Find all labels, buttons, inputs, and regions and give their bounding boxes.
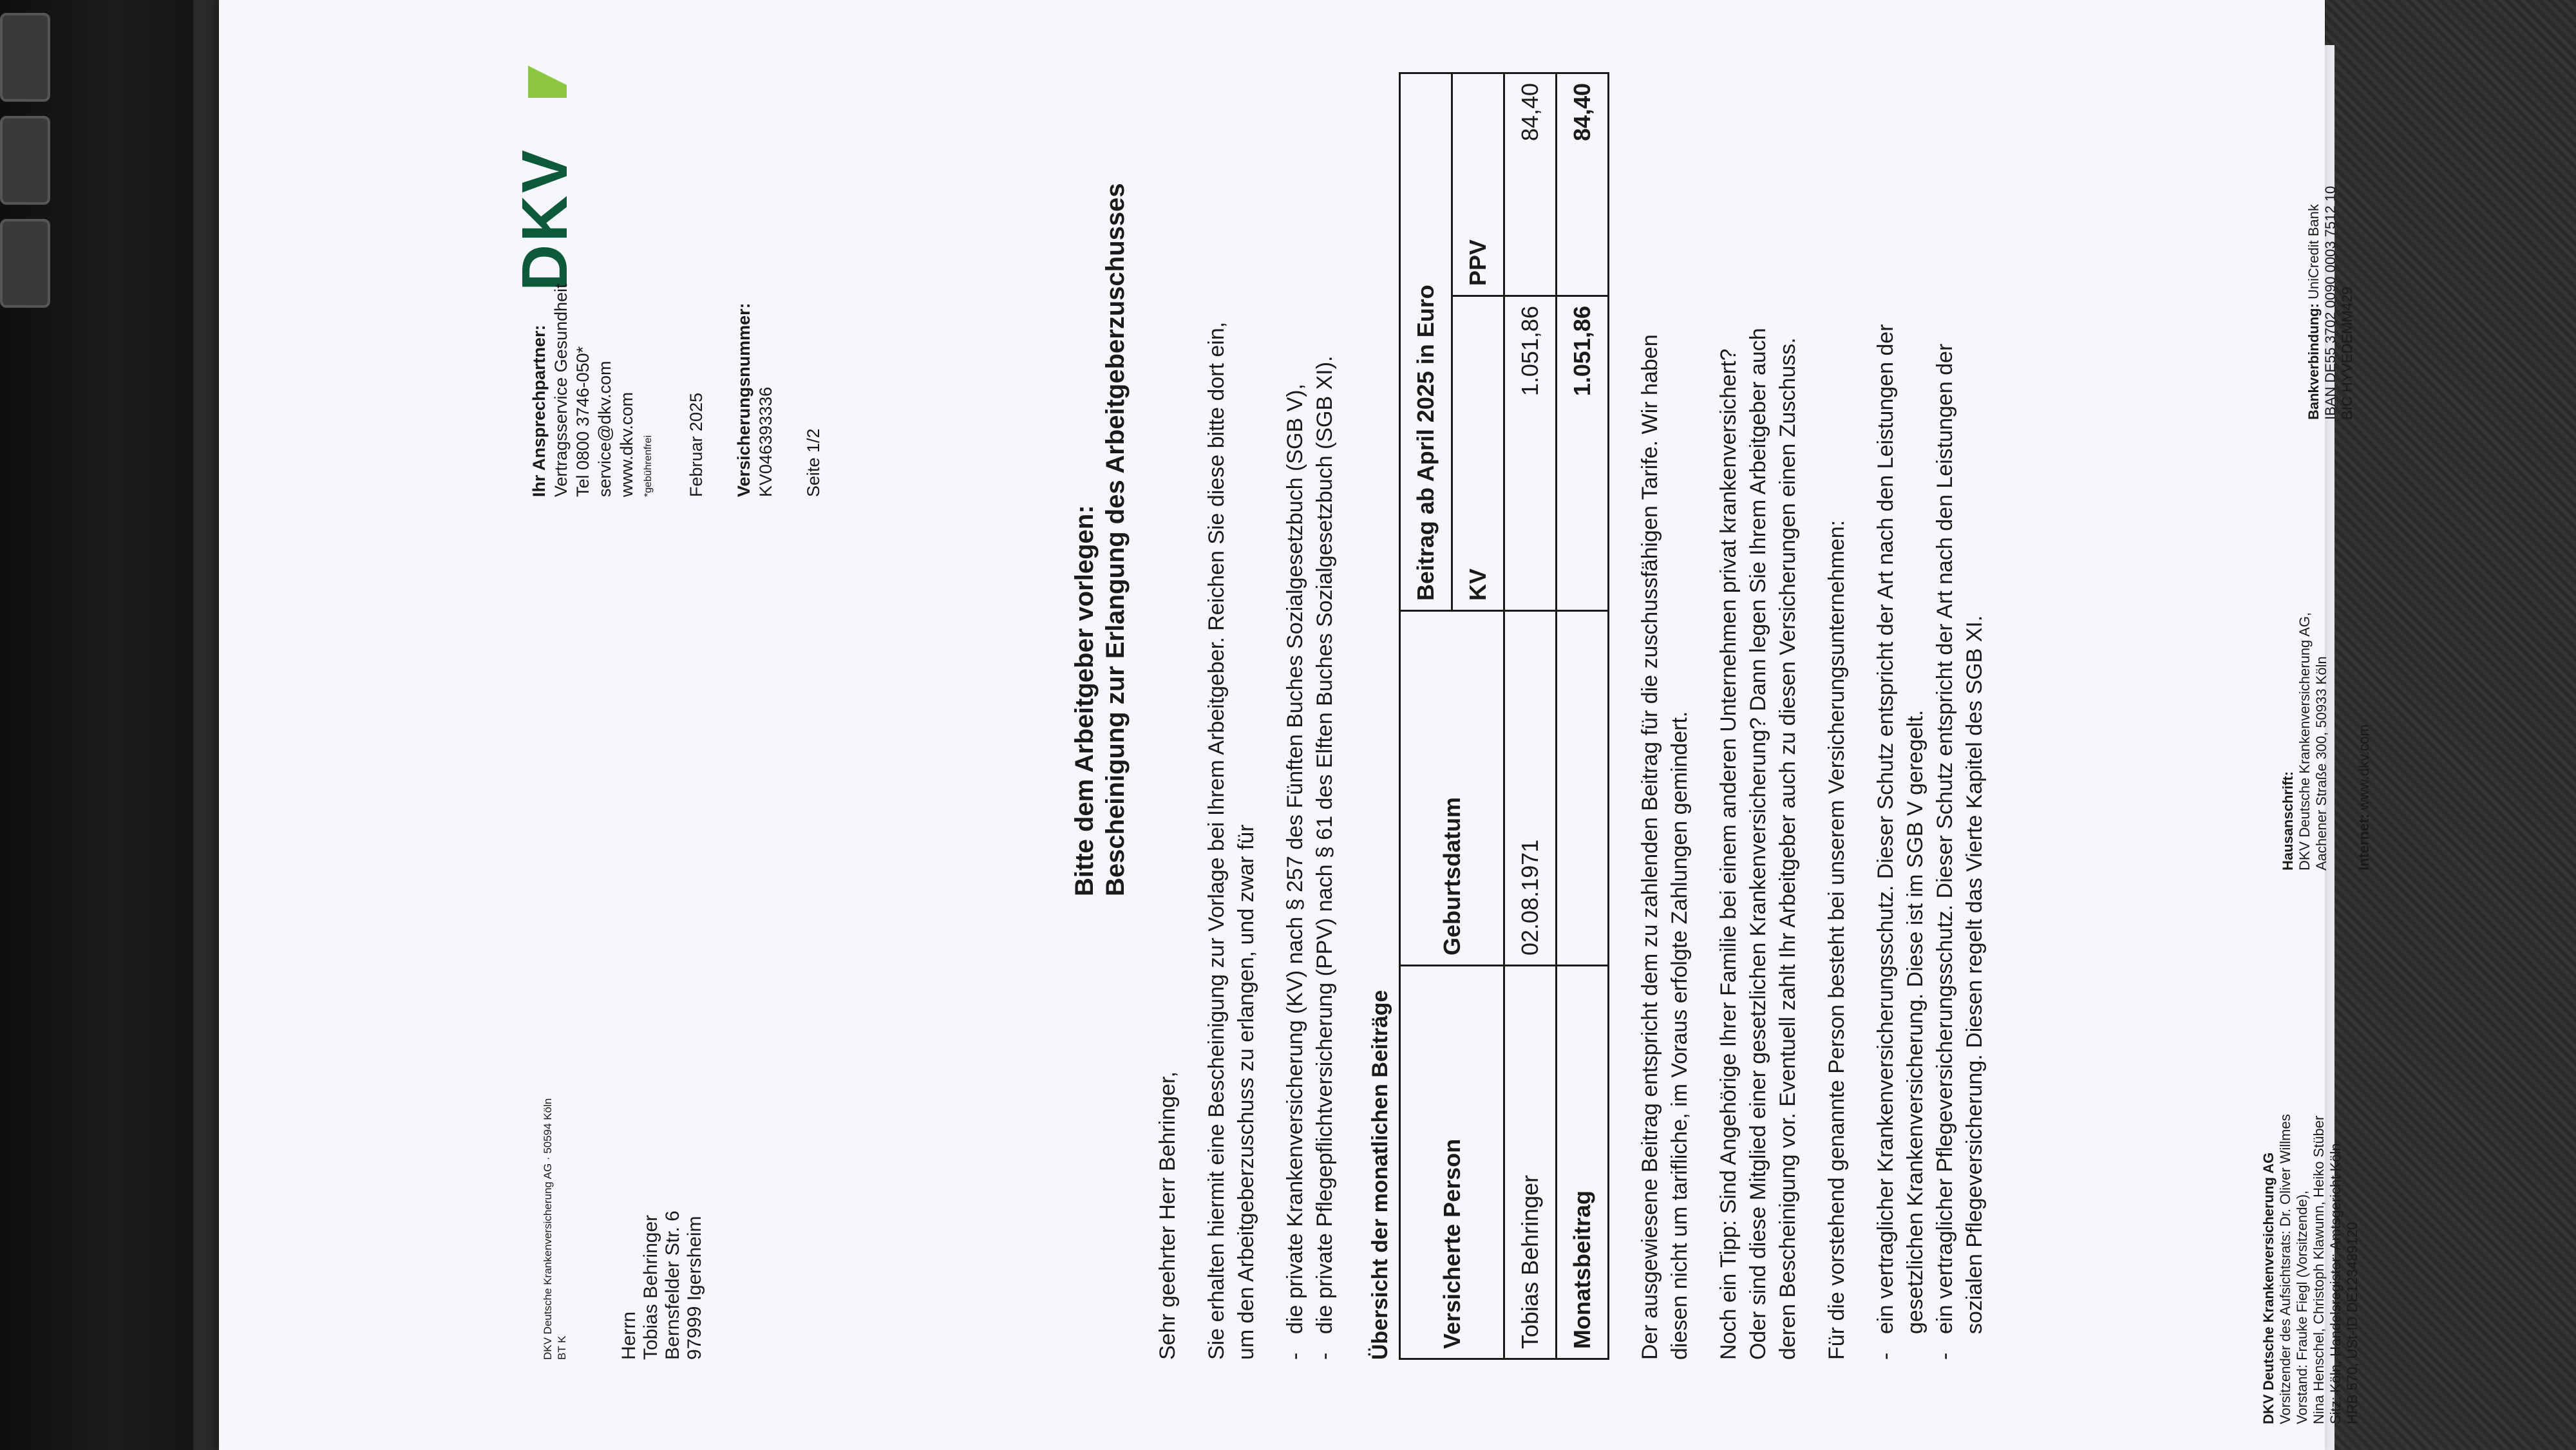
list-item: - ein vertraglicher Pflegeversicherungsschutz. Dieser Schutz entspricht der Art nach den Leistungen der sozialen Pflegeversicherung. Diesen regelt das Vierte Kapitel des SGB XI. <box>1930 72 1989 1360</box>
table-total-row <box>1557 73 1609 1359</box>
intro-paragraph <box>1202 72 1261 1360</box>
keyboard-key <box>0 219 50 308</box>
recipient-city: 97999 Igersheim <box>684 1216 705 1360</box>
footer-line: Vorsitzender des Aufsichtsrats: Dr. Oliver Willmes <box>2277 1114 2293 1424</box>
footer-iban: IBAN DE55 3702 0090 0003 7512 10 <box>2322 185 2338 420</box>
footer-line: Vorstand: Frauke Fiegl (Vorsitzende), <box>2294 1190 2310 1424</box>
intro-line: Sie erhalten hiermit eine Bescheinigung zur Vorlage bei Ihrem Arbeitgeber. Reichen Sie diese bitte dort ein, <box>1204 321 1229 1360</box>
subject-line-1: Bitte dem Arbeitgeber vorlegen: <box>1070 505 1099 896</box>
policy-label: Versicherungsnummer: <box>734 303 753 497</box>
recipient-salutation: Herrn <box>618 1311 639 1360</box>
cell-birthdate: 02.08.1971 <box>1504 611 1557 966</box>
cell-person: Tobias Behringer <box>1504 966 1557 1359</box>
list-item: - ein vertraglicher Krankenversicherungsschutz. Dieser Schutz entspricht der Art nach den Leistungen der gesetzlichen Krankenversicherung. Diese ist im SGB V geregelt. <box>1871 72 1930 1360</box>
list-item-text: die private Pflegepflichtversicherung (PPV) nach § 61 des Elften Buches Sozialgesetzbuch (SGB XI). <box>1312 355 1337 1334</box>
cell-total-label: Monatsbeitrag <box>1557 966 1609 1359</box>
footer-bank-label: Bankverbindung: <box>2306 303 2322 420</box>
cell-empty <box>1557 611 1609 966</box>
logo-accent-shape <box>528 66 567 98</box>
sender-line <box>541 1098 569 1360</box>
header-kv: KV <box>1452 296 1504 611</box>
footer-line: Nina Henschel, Christoph Klawunn, Heiko Stüber <box>2311 1115 2327 1424</box>
letter-date: Februar 2025 <box>687 392 706 497</box>
coverage-list <box>1871 72 1989 1360</box>
contribution-table <box>1399 72 1609 1360</box>
cell-total-kv: 1.051,86 <box>1557 296 1609 611</box>
keyboard-background <box>0 0 193 1450</box>
list-item-text: sozialen Pflegeversicherung. Diesen regelt das Vierte Kapitel des SGB XI. <box>1962 615 1987 1334</box>
paragraph-line: diesen nicht um tarifliche, im Voraus erfolgte Zahlungen gemindert. <box>1667 711 1692 1360</box>
header-contribution-group: Beitrag ab April 2025 in Euro <box>1400 73 1452 611</box>
subject-line-2: Bescheinigung zur Erlangung des Arbeitgeberzuschusses <box>1101 183 1130 896</box>
list-item-text: gesetzlichen Krankenversicherung. Diese ist im SGB V geregelt. <box>1903 710 1927 1334</box>
keyboard-key <box>0 116 50 205</box>
letter-subject <box>1069 0 1131 896</box>
letter-body <box>1153 72 1989 1360</box>
list-item: - die private Krankenversicherung (KV) nach § 257 des Fünften Buches Sozialgesetzbuch (SGB V), <box>1280 72 1310 1360</box>
policy-number: KV046393336 <box>756 386 775 497</box>
footer-line: Sitz: Köln, Handelsregister: Amtsgericht Köln <box>2327 1143 2344 1424</box>
paragraph-line: Oder sind diese Mitglied einer gesetzlichen Krankenversicherung? Dann legen Sie Ihrem Arbeitgeber auch <box>1746 328 1770 1360</box>
footer-bic: BIC HYVEDEMM429 <box>2339 287 2355 420</box>
keyboard-key <box>0 13 50 102</box>
footer-company-name: DKV Deutsche Krankenversicherung AG <box>2260 1152 2277 1424</box>
page-number: Seite 1/2 <box>804 428 823 497</box>
salutation: Sehr geehrter Herr Behringer, <box>1155 1071 1180 1360</box>
contact-title: Ihr Ansprechpartner: <box>529 325 549 497</box>
contact-block <box>528 137 824 497</box>
cell-total-ppv: 84,40 <box>1557 73 1609 296</box>
paragraph-2 <box>1714 72 1803 1360</box>
intro-list <box>1280 72 1340 1360</box>
footer-internet-url: www.dkv.com <box>2356 724 2372 810</box>
contact-website: www.dkv.com <box>617 391 636 497</box>
table-row <box>1504 73 1557 1359</box>
paragraph-1 <box>1635 72 1694 1360</box>
recipient-address <box>618 1210 706 1360</box>
header-person: Versicherte Person <box>1400 966 1504 1359</box>
paragraph-line: deren Bescheinigung vor. Eventuell zahlt Ihr Arbeitgeber auch zu diesen Versicherungen einen Zuschuss. <box>1776 337 1800 1360</box>
header-ppv: PPV <box>1452 73 1504 296</box>
recipient-street: Bernsfelder Str. 6 <box>662 1210 683 1360</box>
footer-bank <box>2306 59 2356 420</box>
header-birthdate: Geburtsdatum <box>1400 611 1504 966</box>
contact-phone: Tel 0800 3746-050* <box>573 346 592 497</box>
footer-line: Aachener Straße 300, 50933 Köln <box>2313 656 2329 871</box>
footer-address <box>2280 510 2372 871</box>
list-item-text: ein vertraglicher Pflegeversicherungsschutz. Dieser Schutz entspricht der Art nach den Leistungen der <box>1933 343 1957 1334</box>
footer-address-label: Hausanschrift: <box>2280 771 2296 871</box>
cell-ppv: 84,40 <box>1504 73 1557 296</box>
footer-company <box>2260 1064 2361 1424</box>
letter-sheet <box>219 0 2372 1450</box>
contact-department: Vertragsservice Gesundheit <box>551 283 571 497</box>
dkv-logo-text: DKV <box>509 147 581 291</box>
paragraph-line: Noch ein Tipp: Sind Angehörige Ihrer Familie bei einem anderen Unternehmen privat krankenversichert? <box>1716 348 1741 1360</box>
table-title: Übersicht der monatlichen Beiträge <box>1368 990 1392 1360</box>
recipient-name: Tobias Behringer <box>640 1214 661 1360</box>
letter-page <box>219 0 2372 1450</box>
footer-internet-label: Internet: <box>2356 814 2372 871</box>
list-item: - die private Pflegepflichtversicherung (PPV) nach § 61 des Elften Buches Sozialgesetzbuch (SGB XI). <box>1310 72 1340 1360</box>
footer-line: HRB 570, USt-ID DE123489120 <box>2344 1221 2360 1424</box>
paragraph-3: Für die vorstehend genannte Person besteht bei unserem Versicherungsunternehmen: <box>1824 520 1849 1360</box>
contact-email: service@dkv.com <box>595 361 614 497</box>
contact-note: *gebührenfrei <box>643 435 654 497</box>
list-item-text: ein vertraglicher Krankenversicherungsschutz. Dieser Schutz entspricht der Art nach den Leistungen der <box>1873 324 1898 1334</box>
footer-internet <box>2356 510 2372 871</box>
footer-bank-name: UniCredit Bank <box>2306 204 2322 299</box>
cell-kv: 1.051,86 <box>1504 296 1557 611</box>
table-header-row <box>1400 73 1452 1359</box>
sender-company: DKV Deutsche Krankenversicherung AG · 50594 Köln <box>542 1098 554 1360</box>
sender-code: BT K <box>556 1335 568 1360</box>
footer-line: DKV Deutsche Krankenversicherung AG, <box>2297 612 2313 871</box>
intro-line: um den Arbeitgeberzuschuss zu erlangen, und zwar für <box>1234 824 1258 1360</box>
list-item-text: die private Krankenversicherung (KV) nach § 257 des Fünften Buches Sozialgesetzbuch (SGB V), <box>1283 383 1307 1334</box>
paragraph-line: Der ausgewiesene Beitrag entspricht dem zu zahlenden Beitrag für die zuschussfähigen Tarife. Wir haben <box>1638 334 1662 1360</box>
